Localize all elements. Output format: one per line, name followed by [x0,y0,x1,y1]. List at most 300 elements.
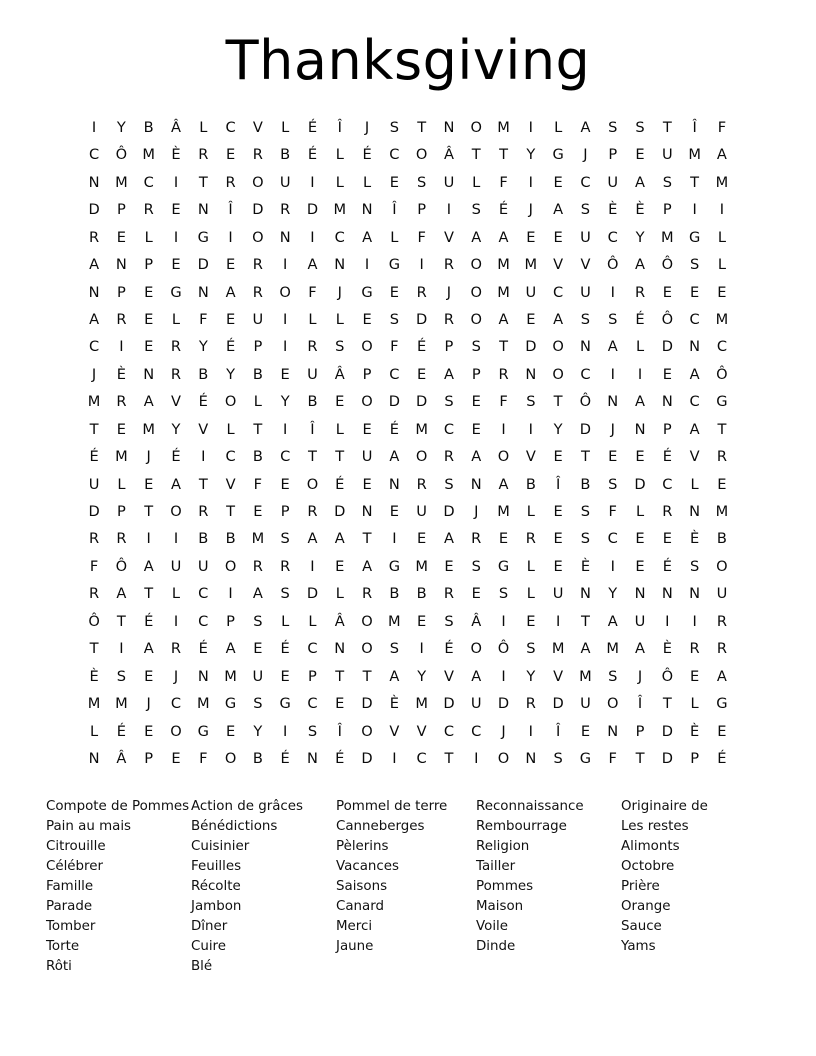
letter-cell[interactable]: T [580,612,590,630]
letter-cell[interactable]: A [334,530,345,548]
letter-cell[interactable]: T [89,420,99,438]
letter-cell[interactable]: A [553,310,564,328]
letter-cell[interactable]: M [715,503,729,521]
letter-cell[interactable]: I [610,283,615,301]
letter-cell[interactable]: A [498,228,509,246]
letter-cell[interactable]: I [173,530,179,548]
word-list-item[interactable]: Rembourrage [476,818,567,834]
letter-cell[interactable]: D [443,695,455,713]
letter-cell[interactable]: C [716,338,728,356]
letter-cell[interactable]: I [501,420,506,438]
letter-cell[interactable]: Î [392,201,397,219]
letter-cell[interactable]: P [144,256,154,274]
letter-cell[interactable]: G [361,283,373,301]
letter-cell[interactable]: É [307,118,318,136]
letter-cell[interactable]: R [89,228,100,246]
letter-cell[interactable]: M [142,420,155,438]
letter-cell[interactable]: É [335,749,345,767]
word-list-item[interactable]: Citrouille [46,838,106,854]
letter-cell[interactable]: R [716,612,727,630]
letter-cell[interactable]: E [690,667,700,685]
word-list-item[interactable]: Canard [336,898,385,914]
letter-cell[interactable]: S [689,256,700,274]
letter-cell[interactable]: C [307,640,318,658]
letter-cell[interactable]: L [308,612,317,630]
letter-cell[interactable]: J [146,695,151,713]
letter-cell[interactable]: I [392,530,397,548]
letter-cell[interactable]: R [525,695,536,713]
letter-cell[interactable]: A [471,667,482,685]
letter-cell[interactable]: É [662,448,672,466]
letter-cell[interactable]: U [307,365,318,383]
word-list-item[interactable]: Dîner [191,918,228,934]
letter-cell[interactable]: D [252,201,264,219]
letter-cell[interactable]: U [197,557,209,575]
letter-cell[interactable]: N [661,585,673,603]
word-list-item[interactable]: Yams [621,938,656,954]
letter-cell[interactable]: C [225,448,236,466]
letter-cell[interactable]: J [610,420,615,438]
letter-cell[interactable]: B [252,365,263,383]
word-list-item[interactable]: Sauce [621,918,662,934]
letter-cell[interactable]: P [690,749,700,767]
letter-cell[interactable]: T [362,530,372,548]
letter-cell[interactable]: U [634,612,646,630]
letter-cell[interactable]: U [252,310,264,328]
letter-cell[interactable]: R [116,530,127,548]
letter-cell[interactable]: Y [526,146,536,164]
letter-cell[interactable]: T [253,420,263,438]
letter-cell[interactable]: C [580,365,591,383]
letter-cell[interactable]: T [335,448,345,466]
letter-cell[interactable]: G [579,749,592,767]
letter-cell[interactable]: Y [171,420,181,438]
letter-cell[interactable]: P [280,503,290,521]
letter-cell[interactable]: V [580,256,591,274]
letter-cell[interactable]: É [225,338,236,356]
letter-cell[interactable]: R [252,146,263,164]
letter-cell[interactable]: N [279,228,291,246]
letter-cell[interactable]: R [525,530,536,548]
letter-cell[interactable]: O [497,448,510,466]
letter-cell[interactable]: C [662,475,673,493]
letter-cell[interactable]: C [607,530,618,548]
letter-cell[interactable]: J [91,365,97,383]
letter-cell[interactable]: S [116,667,127,685]
letter-cell[interactable]: E [144,338,154,356]
letter-cell[interactable]: U [170,557,182,575]
letter-cell[interactable]: O [224,749,237,767]
letter-cell[interactable]: R [498,365,509,383]
letter-cell[interactable]: A [498,310,509,328]
letter-cell[interactable]: F [608,749,617,767]
letter-cell[interactable]: C [198,612,209,630]
letter-cell[interactable]: L [335,173,344,191]
letter-cell[interactable]: L [335,146,344,164]
letter-cell[interactable]: A [471,228,482,246]
letter-cell[interactable]: A [553,201,564,219]
letter-cell[interactable]: R [443,585,455,603]
letter-cell[interactable]: I [310,557,315,575]
letter-cell[interactable]: È [89,667,99,685]
letter-cell[interactable]: E [417,612,427,630]
letter-cell[interactable]: É [717,749,727,767]
letter-cell[interactable]: D [416,393,428,411]
letter-cell[interactable]: I [228,228,233,246]
letter-cell[interactable]: É [198,393,208,411]
letter-cell[interactable]: Â [334,365,345,383]
letter-cell[interactable]: A [170,475,181,493]
letter-cell[interactable]: N [388,475,400,493]
letter-cell[interactable]: C [607,228,618,246]
letter-cell[interactable]: N [334,640,346,658]
letter-cell[interactable]: R [634,283,646,301]
letter-cell[interactable]: E [335,695,345,713]
letter-cell[interactable]: T [662,695,672,713]
letter-cell[interactable]: U [552,585,564,603]
letter-cell[interactable]: L [635,503,645,521]
letter-cell[interactable]: I [201,448,206,466]
letter-cell[interactable]: L [171,585,181,603]
letter-cell[interactable]: A [716,667,727,685]
letter-cell[interactable]: Î [692,118,697,136]
letter-cell[interactable]: E [417,530,427,548]
letter-cell[interactable]: J [474,503,479,521]
letter-cell[interactable]: A [89,310,100,328]
letter-cell[interactable]: D [634,475,646,493]
letter-cell[interactable]: Y [608,585,618,603]
letter-cell[interactable]: Y [417,667,427,685]
letter-cell[interactable]: Â [170,118,181,136]
letter-cell[interactable]: N [88,173,100,191]
letter-cell[interactable]: A [143,393,154,411]
letter-cell[interactable]: F [390,338,399,356]
letter-cell[interactable]: A [362,557,373,575]
letter-cell[interactable]: N [607,393,619,411]
letter-cell[interactable]: E [662,283,672,301]
word-list-item[interactable]: Prière [621,878,660,894]
letter-cell[interactable]: C [416,749,427,767]
letter-cell[interactable]: É [362,146,372,164]
letter-cell[interactable]: T [144,585,154,603]
letter-cell[interactable]: N [525,365,537,383]
letter-cell[interactable]: B [280,146,291,164]
letter-cell[interactable]: S [580,201,591,219]
letter-cell[interactable]: T [499,338,508,356]
letter-cell[interactable]: E [225,310,236,328]
letter-cell[interactable]: I [692,201,697,219]
letter-cell[interactable]: S [417,173,427,191]
letter-cell[interactable]: J [528,201,533,219]
letter-cell[interactable]: Î [310,420,315,438]
letter-cell[interactable]: E [717,475,727,493]
letter-cell[interactable]: G [197,722,209,740]
word-list-item[interactable]: Religion [476,838,530,854]
letter-cell[interactable]: J [364,118,370,136]
letter-cell[interactable]: R [471,530,482,548]
letter-cell[interactable]: N [197,201,209,219]
letter-cell[interactable]: P [417,201,427,219]
letter-cell[interactable]: C [280,448,291,466]
letter-cell[interactable]: E [417,365,427,383]
letter-cell[interactable]: T [116,612,126,630]
letter-cell[interactable]: O [716,557,728,575]
letter-cell[interactable]: A [635,393,646,411]
letter-cell[interactable]: I [392,749,397,767]
letter-cell[interactable]: E [662,365,672,383]
letter-cell[interactable]: M [688,146,701,164]
letter-cell[interactable]: G [716,393,728,411]
letter-cell[interactable]: I [173,173,179,191]
letter-cell[interactable]: E [171,749,181,767]
letter-grid[interactable] [80,114,735,773]
letter-cell[interactable]: S [662,173,672,191]
letter-cell[interactable]: È [580,557,591,575]
letter-cell[interactable]: D [334,503,346,521]
letter-cell[interactable]: N [88,749,100,767]
letter-cell[interactable]: M [715,173,729,191]
letter-cell[interactable]: F [499,393,508,411]
letter-cell[interactable]: E [553,503,563,521]
word-list-item[interactable]: Reconnaissance [476,798,584,814]
letter-cell[interactable]: F [417,228,426,246]
letter-cell[interactable]: C [198,585,209,603]
letter-cell[interactable]: E [389,283,399,301]
letter-cell[interactable]: S [689,557,700,575]
letter-cell[interactable]: N [579,338,591,356]
letter-cell[interactable]: O [224,557,237,575]
letter-cell[interactable]: E [526,310,536,328]
word-list-item[interactable]: Cuire [191,938,227,954]
word-list-item[interactable]: Famille [46,878,94,894]
letter-cell[interactable]: E [253,503,263,521]
letter-cell[interactable]: I [528,420,533,438]
letter-cell[interactable]: R [716,640,727,658]
letter-cell[interactable]: È [389,695,399,713]
letter-cell[interactable]: I [119,338,124,356]
letter-cell[interactable]: I [555,612,561,630]
letter-cell[interactable]: N [307,749,318,767]
letter-cell[interactable]: D [361,695,373,713]
letter-cell[interactable]: T [417,118,427,136]
letter-cell[interactable]: Ô [661,667,674,685]
letter-cell[interactable]: E [553,557,563,575]
letter-cell[interactable]: D [306,585,319,603]
letter-cell[interactable]: N [115,256,127,274]
letter-cell[interactable]: I [446,201,452,219]
letter-cell[interactable]: I [528,173,533,191]
letter-cell[interactable]: G [224,695,237,713]
word-list-item[interactable]: Alimonts [621,838,680,854]
letter-cell[interactable]: E [280,667,290,685]
letter-cell[interactable]: I [283,310,288,328]
letter-cell[interactable]: É [662,557,672,575]
letter-cell[interactable]: P [471,365,481,383]
letter-cell[interactable]: D [552,695,564,713]
letter-cell[interactable]: B [198,530,209,548]
letter-cell[interactable]: A [252,585,263,603]
letter-cell[interactable]: A [225,640,236,658]
letter-cell[interactable]: V [198,420,209,438]
letter-cell[interactable]: O [415,448,428,466]
letter-cell[interactable]: E [225,722,236,740]
letter-cell[interactable]: S [471,338,481,356]
letter-cell[interactable]: D [88,503,100,521]
letter-cell[interactable]: Y [635,228,645,246]
letter-cell[interactable]: L [635,338,645,356]
letter-cell[interactable]: R [252,256,263,274]
letter-cell[interactable]: D [443,503,455,521]
letter-cell[interactable]: A [498,475,509,493]
letter-cell[interactable]: R [307,338,318,356]
word-list-item[interactable]: Vacances [336,858,399,874]
letter-cell[interactable]: E [144,667,154,685]
word-list-item[interactable]: Jaune [336,938,374,954]
letter-cell[interactable]: L [90,722,99,740]
word-list-item[interactable]: Octobre [621,858,675,874]
letter-cell[interactable]: U [416,503,427,521]
letter-cell[interactable]: B [389,585,400,603]
letter-cell[interactable]: E [635,448,645,466]
letter-cell[interactable]: Â [443,146,454,164]
letter-cell[interactable]: J [146,448,151,466]
letter-cell[interactable]: Ô [716,365,728,383]
letter-cell[interactable]: O [470,118,482,136]
letter-cell[interactable]: E [553,448,563,466]
letter-cell[interactable]: É [171,448,181,466]
letter-cell[interactable]: E [253,640,263,658]
letter-cell[interactable]: T [226,503,236,521]
letter-cell[interactable]: M [579,667,592,685]
letter-cell[interactable]: A [580,640,591,658]
letter-cell[interactable]: E [335,393,345,411]
letter-cell[interactable]: T [471,146,481,164]
letter-cell[interactable]: Y [280,393,290,411]
letter-cell[interactable]: E [690,283,700,301]
letter-cell[interactable]: F [608,503,617,521]
word-list-item[interactable]: Les restes [621,818,689,834]
letter-cell[interactable]: B [252,448,263,466]
letter-cell[interactable]: R [170,640,182,658]
letter-cell[interactable]: I [310,173,315,191]
letter-cell[interactable]: C [580,173,591,191]
letter-cell[interactable]: R [198,503,209,521]
letter-cell[interactable]: S [608,667,618,685]
letter-cell[interactable]: N [634,420,646,438]
letter-cell[interactable]: E [635,530,645,548]
word-list-item[interactable]: Maison [476,898,524,914]
letter-cell[interactable]: F [199,749,208,767]
letter-cell[interactable]: P [635,722,645,740]
word-list-item[interactable]: Célébrer [46,858,104,874]
letter-cell[interactable]: G [388,256,400,274]
letter-cell[interactable]: T [499,146,508,164]
letter-cell[interactable]: M [87,695,101,713]
letter-cell[interactable]: Y [226,365,236,383]
letter-cell[interactable]: I [310,228,315,246]
letter-cell[interactable]: T [635,749,645,767]
letter-cell[interactable]: N [361,201,373,219]
letter-cell[interactable]: M [415,695,428,713]
word-list-item[interactable]: Bénédictions [191,818,278,834]
letter-cell[interactable]: O [552,338,564,356]
letter-cell[interactable]: E [608,448,618,466]
letter-cell[interactable]: B [307,393,318,411]
letter-cell[interactable]: I [665,612,670,630]
letter-cell[interactable]: M [196,695,210,713]
letter-cell[interactable]: A [716,146,727,164]
letter-cell[interactable]: R [443,448,455,466]
letter-cell[interactable]: M [497,283,510,301]
letter-cell[interactable]: R [280,557,291,575]
letter-cell[interactable]: É [280,640,290,658]
letter-cell[interactable]: Ô [115,557,128,575]
letter-cell[interactable]: E [717,283,727,301]
letter-cell[interactable]: A [471,448,482,466]
letter-cell[interactable]: O [415,146,428,164]
word-list-item[interactable]: Canneberges [336,818,425,834]
letter-cell[interactable]: Î [555,722,561,740]
letter-cell[interactable]: É [335,475,345,493]
letter-cell[interactable]: V [553,667,564,685]
letter-cell[interactable]: L [117,475,126,493]
letter-cell[interactable]: T [717,420,727,438]
letter-cell[interactable]: L [690,695,699,713]
letter-cell[interactable]: P [253,338,263,356]
letter-cell[interactable]: O [170,722,182,740]
letter-cell[interactable]: R [716,448,727,466]
letter-cell[interactable]: L [335,585,344,603]
letter-cell[interactable]: D [361,749,373,767]
letter-cell[interactable]: U [580,283,591,301]
letter-cell[interactable]: B [525,475,536,493]
letter-cell[interactable]: O [497,749,510,767]
letter-cell[interactable]: L [526,503,535,521]
letter-cell[interactable]: U [361,448,373,466]
letter-cell[interactable]: S [389,640,399,658]
letter-cell[interactable]: C [443,722,455,740]
letter-cell[interactable]: U [661,146,673,164]
letter-cell[interactable]: Ô [88,612,100,630]
word-list-item[interactable]: Rôti [46,958,72,974]
letter-cell[interactable]: E [662,530,672,548]
letter-cell[interactable]: E [144,722,154,740]
letter-cell[interactable]: T [444,749,454,767]
letter-cell[interactable]: Ô [497,640,510,658]
letter-cell[interactable]: S [471,201,481,219]
letter-cell[interactable]: T [580,448,590,466]
letter-cell[interactable]: L [390,228,399,246]
letter-cell[interactable]: C [389,365,400,383]
letter-cell[interactable]: O [470,256,482,274]
letter-cell[interactable]: I [501,612,506,630]
letter-cell[interactable]: M [115,173,128,191]
letter-cell[interactable]: C [88,338,100,356]
letter-cell[interactable]: O [606,695,619,713]
letter-cell[interactable]: È [608,201,618,219]
letter-cell[interactable]: O [306,475,319,493]
letter-cell[interactable]: É [635,310,645,328]
letter-cell[interactable]: O [470,310,482,328]
letter-cell[interactable]: E [526,228,536,246]
letter-cell[interactable]: L [226,420,235,438]
letter-cell[interactable]: A [389,448,400,466]
letter-cell[interactable]: T [553,393,563,411]
letter-cell[interactable]: G [552,146,564,164]
letter-cell[interactable]: V [443,228,454,246]
word-list-item[interactable]: Feuilles [191,858,242,874]
letter-cell[interactable]: Î [637,695,643,713]
